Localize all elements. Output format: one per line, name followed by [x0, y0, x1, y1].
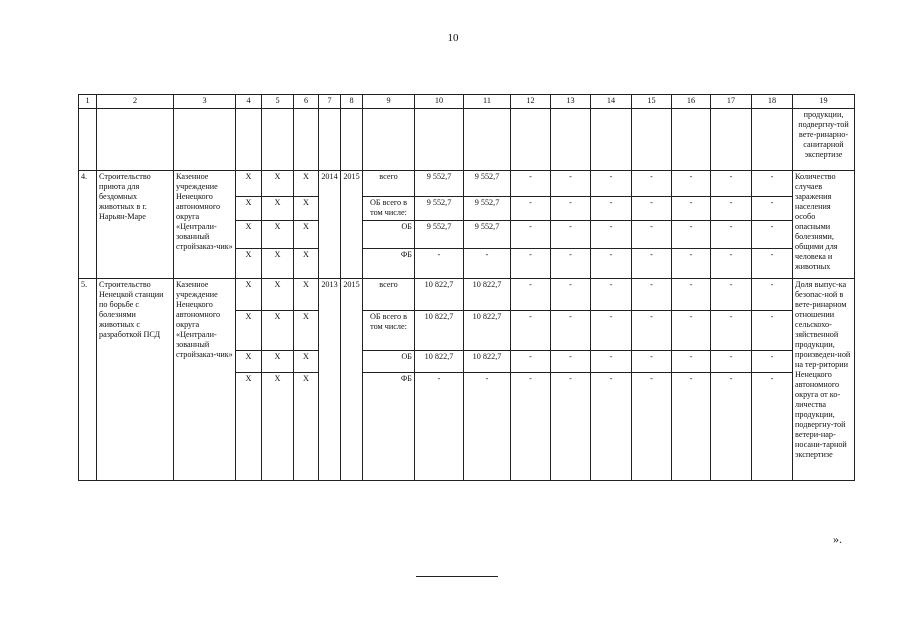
- cell-x: X: [236, 311, 262, 351]
- value-cell: -: [591, 279, 632, 311]
- indicator-cell: продукции, подвергну-той вете-ринарно-санитарной экспертизе: [793, 109, 855, 171]
- cell-x: X: [236, 249, 262, 279]
- value-col10: -: [415, 373, 464, 481]
- executor: Казенное учреждение Ненецкого автономного округа «Централи-зованный стройзаказ-чик»: [174, 171, 236, 279]
- cell-x: X: [294, 221, 319, 249]
- value-cell: -: [711, 311, 752, 351]
- col-header: 1: [79, 95, 97, 109]
- cell-x: X: [262, 351, 294, 373]
- value-col11: -: [464, 249, 511, 279]
- value-cell: -: [511, 351, 551, 373]
- value-cell: -: [632, 351, 672, 373]
- indicator-cell: Количество случаев заражения населения особо опасными болезнями, общими для человека и животных: [793, 171, 855, 279]
- value-cell: -: [511, 171, 551, 197]
- measure-name: Строительство Ненецкой станции по борьбе с болезнями животных с разработкой ПСД: [97, 279, 174, 481]
- funding-source: ОБ: [363, 221, 415, 249]
- value-cell: -: [511, 197, 551, 221]
- cell-x: X: [236, 171, 262, 197]
- col-header: 13: [551, 95, 591, 109]
- value-cell: -: [591, 311, 632, 351]
- col-header: 8: [341, 95, 363, 109]
- col-header: 7: [319, 95, 341, 109]
- value-cell: -: [551, 311, 591, 351]
- value-cell: -: [672, 197, 711, 221]
- value-cell: -: [632, 197, 672, 221]
- cell-x: X: [262, 249, 294, 279]
- col-header: 6: [294, 95, 319, 109]
- row-number: 5.: [79, 279, 97, 481]
- cell-x: X: [236, 351, 262, 373]
- value-col10: 10 822,7: [415, 311, 464, 351]
- value-col10: 9 552,7: [415, 221, 464, 249]
- funding-source: ОБ всего в том числе:: [363, 311, 415, 351]
- cell-x: X: [262, 197, 294, 221]
- value-cell: -: [752, 221, 793, 249]
- value-cell: -: [752, 373, 793, 481]
- col-header: 10: [415, 95, 464, 109]
- col-header: 17: [711, 95, 752, 109]
- col-header: 2: [97, 95, 174, 109]
- value-cell: -: [711, 249, 752, 279]
- value-cell: -: [591, 171, 632, 197]
- value-cell: -: [672, 311, 711, 351]
- indicator-cell: Доля выпус-ка безопас-ной в вете-ринарном отношении сельскохо-зяйственной продукции, произведен-ной на тер-ритории Ненецкого автономного округа от ко-личества продукции, подвергну-той ветери-нар-носани-тарной экспертизе: [793, 279, 855, 481]
- value-cell: -: [511, 221, 551, 249]
- row-number: 4.: [79, 171, 97, 279]
- col-header: 14: [591, 95, 632, 109]
- value-cell: -: [551, 171, 591, 197]
- value-cell: -: [711, 351, 752, 373]
- funding-source: всего: [363, 171, 415, 197]
- value-cell: -: [711, 279, 752, 311]
- end-year: 2015: [341, 279, 363, 481]
- cell-x: X: [262, 373, 294, 481]
- cell-x: X: [236, 221, 262, 249]
- cell-x: X: [262, 311, 294, 351]
- value-col10: -: [415, 249, 464, 279]
- cell-x: X: [294, 311, 319, 351]
- value-cell: -: [632, 279, 672, 311]
- value-cell: -: [672, 249, 711, 279]
- value-cell: -: [632, 373, 672, 481]
- value-cell: -: [672, 373, 711, 481]
- start-year: 2013: [319, 279, 341, 481]
- footer-divider: [416, 576, 498, 577]
- cell-x: X: [294, 351, 319, 373]
- cell-x: X: [294, 171, 319, 197]
- funding-source: ФБ: [363, 373, 415, 481]
- value-cell: -: [632, 311, 672, 351]
- funding-source: ФБ: [363, 249, 415, 279]
- cell-x: X: [236, 373, 262, 481]
- value-cell: -: [591, 249, 632, 279]
- cell-x: X: [294, 249, 319, 279]
- page-number: 10: [447, 32, 459, 44]
- value-cell: -: [752, 311, 793, 351]
- value-cell: -: [511, 373, 551, 481]
- funding-source: ОБ: [363, 351, 415, 373]
- cell-x: X: [262, 279, 294, 311]
- end-year: 2015: [341, 171, 363, 279]
- col-header: 3: [174, 95, 236, 109]
- value-cell: -: [752, 249, 793, 279]
- col-header: 4: [236, 95, 262, 109]
- value-cell: -: [672, 221, 711, 249]
- value-cell: -: [511, 311, 551, 351]
- value-cell: -: [711, 221, 752, 249]
- column-number-row: [79, 95, 855, 109]
- executor: Казенное учреждение Ненецкого автономного округа «Централи-зованный стройзаказ-чик»: [174, 279, 236, 481]
- value-cell: -: [551, 351, 591, 373]
- value-cell: -: [551, 249, 591, 279]
- funding-source: ОБ всего в том числе:: [363, 197, 415, 221]
- value-cell: -: [511, 249, 551, 279]
- value-cell: -: [711, 197, 752, 221]
- value-col11: 9 552,7: [464, 197, 511, 221]
- value-cell: -: [752, 197, 793, 221]
- value-col11: 10 822,7: [464, 351, 511, 373]
- col-header: 5: [262, 95, 294, 109]
- value-cell: -: [551, 197, 591, 221]
- col-header: 12: [511, 95, 551, 109]
- cell-x: X: [236, 197, 262, 221]
- value-cell: -: [591, 373, 632, 481]
- value-cell: -: [591, 197, 632, 221]
- value-cell: -: [711, 373, 752, 481]
- cell-x: X: [236, 279, 262, 311]
- continuation-row: [79, 109, 855, 171]
- value-cell: -: [672, 279, 711, 311]
- value-col11: 9 552,7: [464, 221, 511, 249]
- value-col10: 9 552,7: [415, 171, 464, 197]
- value-cell: -: [632, 221, 672, 249]
- col-header: 11: [464, 95, 511, 109]
- value-cell: -: [591, 351, 632, 373]
- cell-x: X: [294, 279, 319, 311]
- value-col10: 9 552,7: [415, 197, 464, 221]
- value-cell: -: [672, 351, 711, 373]
- cell-x: X: [262, 171, 294, 197]
- program-table: [78, 94, 855, 481]
- closing-mark: ».: [833, 532, 842, 546]
- value-col11: 10 822,7: [464, 279, 511, 311]
- value-cell: -: [632, 249, 672, 279]
- value-cell: -: [711, 171, 752, 197]
- col-header: 16: [672, 95, 711, 109]
- value-col11: -: [464, 373, 511, 481]
- value-cell: -: [551, 279, 591, 311]
- table-row: [79, 171, 855, 197]
- value-cell: -: [752, 351, 793, 373]
- measure-name: Строительство приюта для бездомных животных в г. Нарьян-Маре: [97, 171, 174, 279]
- start-year: 2014: [319, 171, 341, 279]
- value-col11: 9 552,7: [464, 171, 511, 197]
- value-cell: -: [752, 171, 793, 197]
- col-header: 19: [793, 95, 855, 109]
- cell-x: X: [262, 221, 294, 249]
- col-header: 18: [752, 95, 793, 109]
- value-cell: -: [752, 279, 793, 311]
- col-header: 15: [632, 95, 672, 109]
- value-col11: 10 822,7: [464, 311, 511, 351]
- value-cell: -: [591, 221, 632, 249]
- value-col10: 10 822,7: [415, 279, 464, 311]
- value-cell: -: [632, 171, 672, 197]
- funding-source: всего: [363, 279, 415, 311]
- value-cell: -: [551, 221, 591, 249]
- value-cell: -: [672, 171, 711, 197]
- cell-x: X: [294, 197, 319, 221]
- value-cell: -: [511, 279, 551, 311]
- table-row: [79, 279, 855, 311]
- value-col10: 10 822,7: [415, 351, 464, 373]
- value-cell: -: [551, 373, 591, 481]
- col-header: 9: [363, 95, 415, 109]
- cell-x: X: [294, 373, 319, 481]
